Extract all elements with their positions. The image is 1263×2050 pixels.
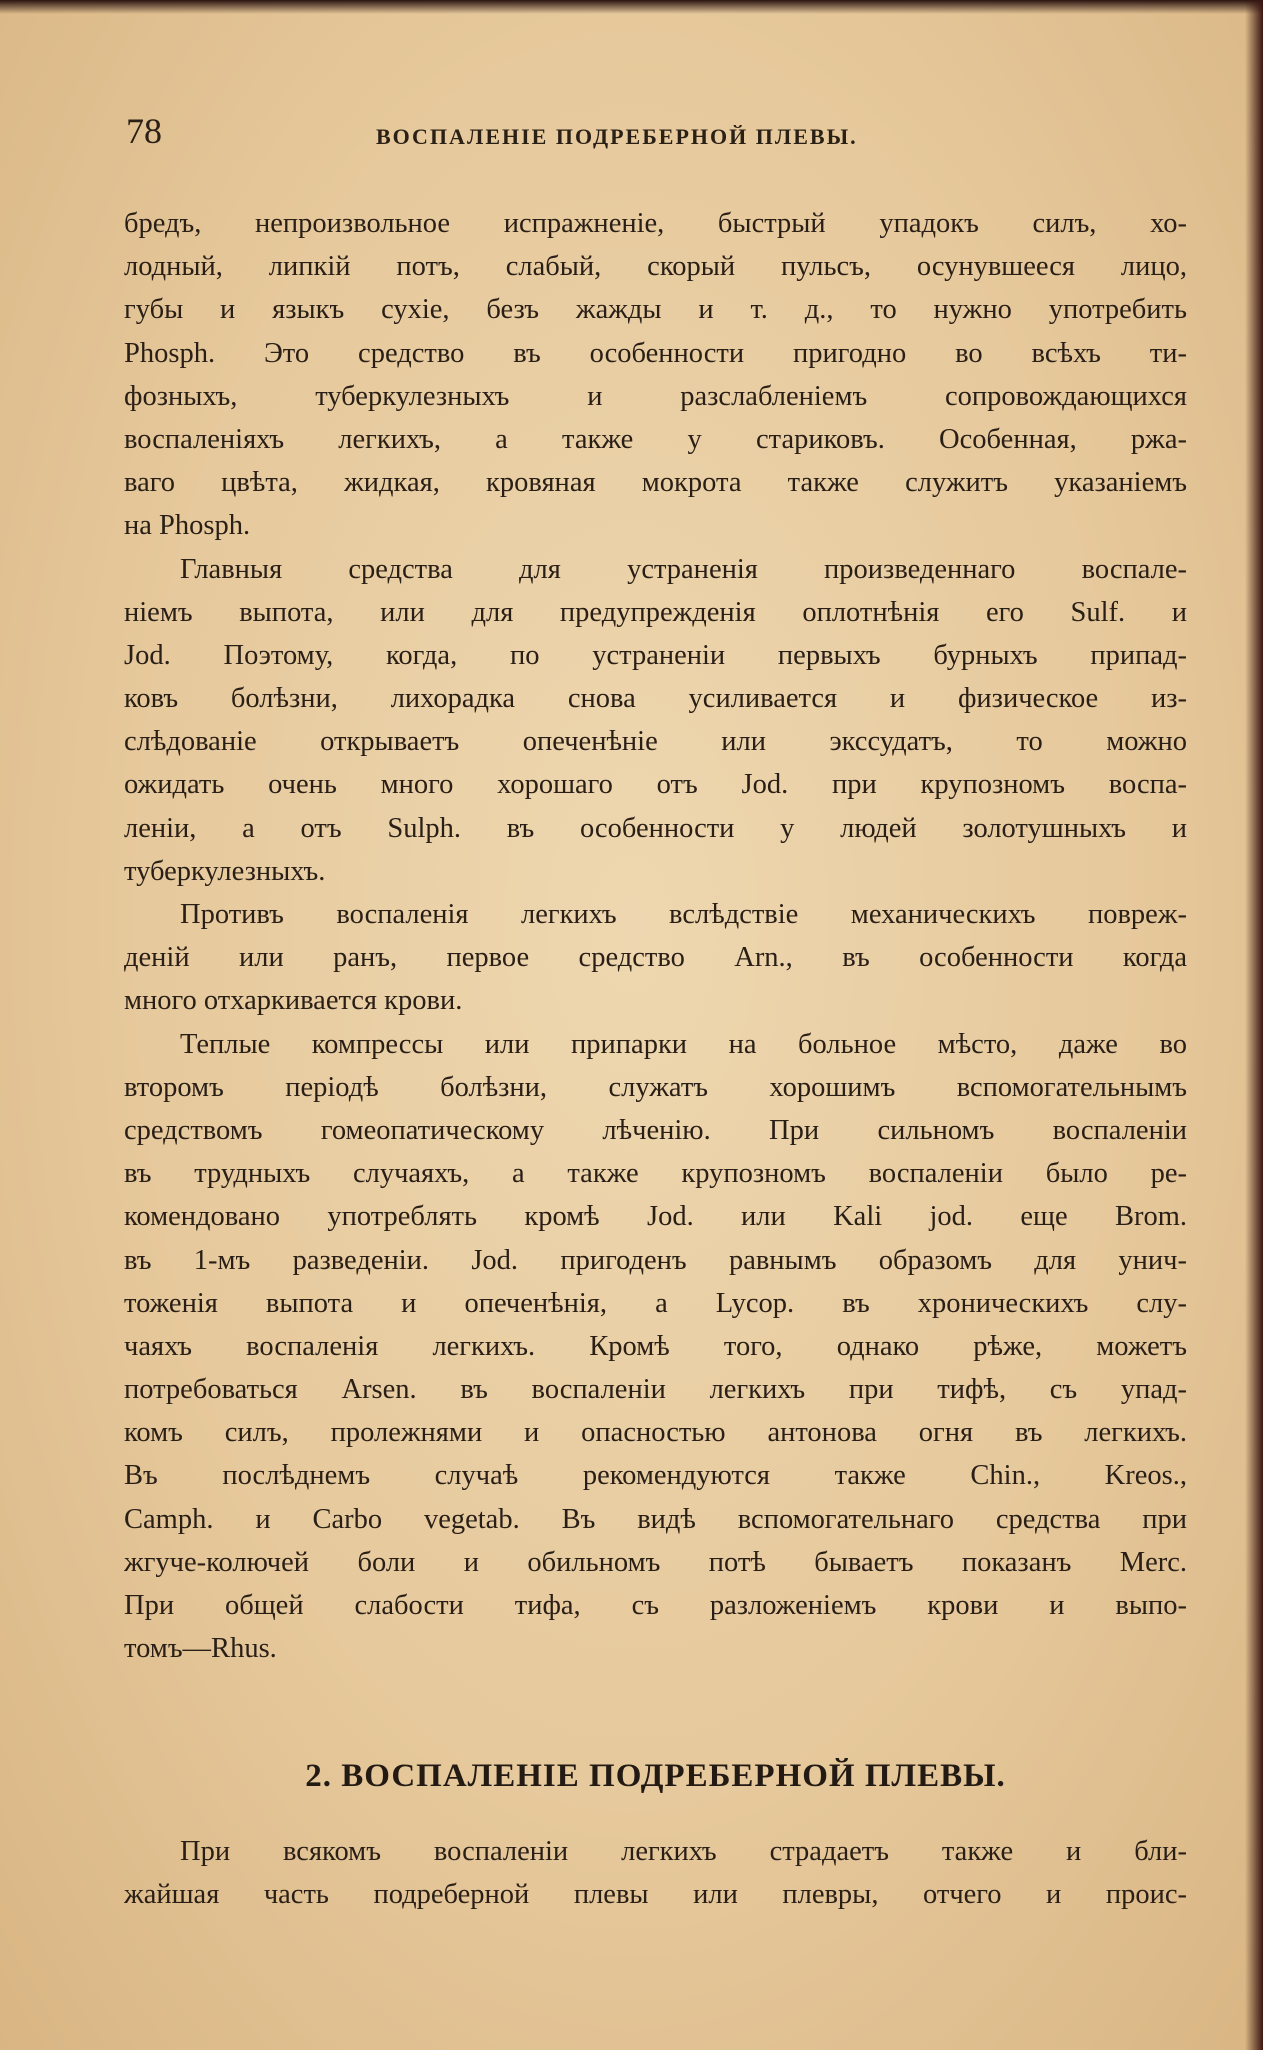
text-line: При общей слабости тифа, съ разложеніемъ крови и выпо- (124, 1590, 1187, 1621)
text-line: губы и языкъ сухіе, безъ жажды и т. д., то нужно употребить (124, 294, 1187, 326)
text-line: чаяхъ воспаленія легкихъ. Кромѣ того, однако рѣже, можетъ (124, 1330, 1187, 1362)
section-text (124, 1830, 1187, 1916)
text-line: При всякомъ воспаленіи легкихъ страдаетъ также и бли- (180, 1836, 1187, 1867)
text-line: слѣдованіе открываетъ опеченѣніе или экссудатъ, то можно (124, 726, 1187, 758)
text-line: Главныя средства для устраненія произведеннаго воспале- (180, 553, 1187, 585)
text-line: много отхаркивается крови. (124, 985, 463, 1017)
text-line: жгуче-колючей боли и обильномъ потѣ бываетъ показанъ Merc. (124, 1546, 1187, 1578)
text-line: лодный, липкій потъ, слабый, скорый пульсъ, осунувшееся лицо, (124, 251, 1187, 283)
text-line: Phosph. Это средство въ особенности пригодно во всѣхъ ти- (124, 337, 1187, 369)
text-line: Въ послѣднемъ случаѣ рекомендуются также Chin., Kreos., (124, 1460, 1187, 1492)
text-line: воспаленіяхъ легкихъ, а также у стариковъ. Особенная, ржа- (124, 423, 1187, 455)
text-line: Camph. и Carbo vegetab. Въ видѣ вспомогательнаго средства при (124, 1503, 1187, 1535)
text-line: ковъ болѣзни, лихорадка снова усиливается и физическое из- (124, 683, 1187, 715)
text-line: томъ—Rhus. (124, 1633, 277, 1665)
page-header (126, 110, 1186, 160)
text-line: туберкулезныхъ. (124, 855, 326, 887)
text-line: въ трудныхъ случаяхъ, а также крупозномъ воспаленіи было ре- (124, 1158, 1187, 1190)
text-line: ожидать очень много хорошаго отъ Jod. при крупозномъ воспа- (124, 769, 1187, 801)
text-line: деній или ранъ, первое средство Arn., въ особенности когда (124, 942, 1187, 974)
text-line: въ 1-мъ разведеніи. Jod. пригоденъ равнымъ образомъ для унич- (124, 1244, 1187, 1276)
page-number: 78 (126, 111, 162, 151)
text-line: ніемъ выпота, или для предупрежденія оплотнѣнія его Sulf. и (124, 596, 1187, 628)
text-line: Теплые компрессы или припарки на больное мѣсто, даже во (180, 1028, 1187, 1060)
paragraph (124, 202, 1187, 548)
text-line: на Phosph. (124, 510, 251, 542)
text-line: Противъ воспаленія легкихъ вслѣдствіе механическихъ повреж- (180, 899, 1187, 930)
text-line: Jod. Поэтому, когда, по устраненіи первыхъ бурныхъ припад- (124, 639, 1187, 671)
text-line: леніи, а отъ Sulph. въ особенности у людей золотушныхъ и (124, 812, 1187, 844)
paragraph (124, 1023, 1187, 1671)
text-line: средствомъ гомеопатическому лѣченію. При сильномъ воспаленіи (124, 1114, 1187, 1146)
main-text (124, 202, 1187, 1670)
text-line: фозныхъ, туберкулезныхъ и разслабленіемъ сопровождающихся (124, 380, 1187, 412)
text-line: жайшая часть подреберной плевы или плевры, отчего и проис- (124, 1879, 1187, 1911)
paragraph (124, 893, 1187, 1023)
text-line: потребоваться Arsen. въ воспаленіи легкихъ при тифѣ, съ упад- (124, 1374, 1187, 1406)
text-line: второмъ періодѣ болѣзни, служатъ хорошимъ вспомогательнымъ (124, 1071, 1187, 1103)
running-title: ВОСПАЛЕНІЕ ПОДРЕБЕРНОЙ ПЛЕВЫ. (376, 124, 858, 149)
text-line: комендовано употреблять кромѣ Jod. или Kali jod. еще Brom. (124, 1201, 1187, 1233)
text-line: ваго цвѣта, жидкая, кровяная мокрота также служитъ указаніемъ (124, 467, 1187, 499)
paragraph (124, 548, 1187, 894)
text-line: тоженія выпота и опеченѣнія, а Lycop. въ хроническихъ слу- (124, 1287, 1187, 1319)
text-line: бредъ, непроизвольное испражненіе, быстрый упадокъ силъ, хо- (124, 208, 1187, 239)
text-line: комъ силъ, пролежнями и опасностью антонова огня въ легкихъ. (124, 1417, 1187, 1449)
section-heading: 2. ВОСПАЛЕНІЕ ПОДРЕБЕРНОЙ ПЛЕВЫ. (305, 1758, 1006, 1794)
